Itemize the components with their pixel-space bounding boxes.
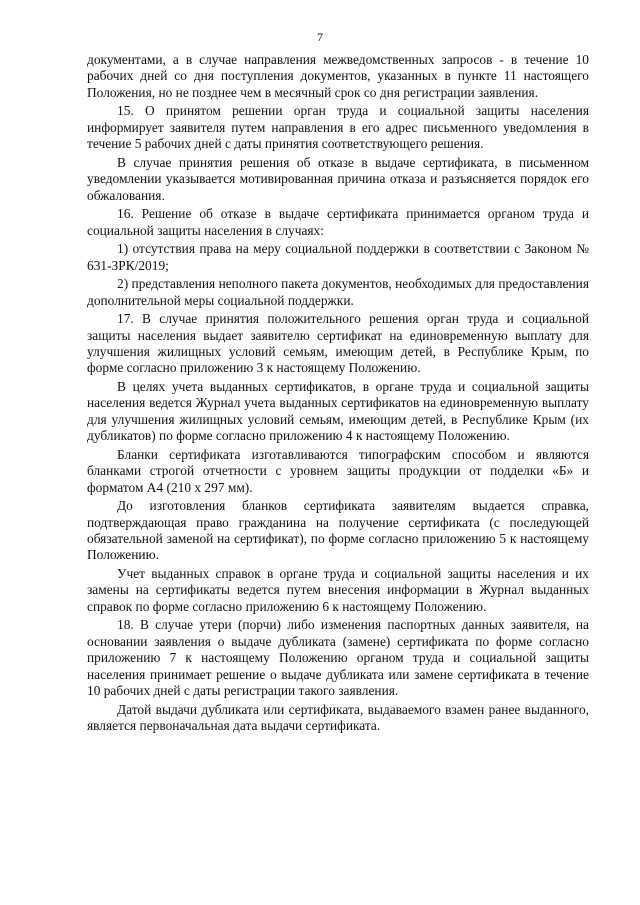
paragraph-certificate-register: Учет выданных справок в органе труда и социальной защиты населения и их замены на сертификаты ведется путем внесения информации в Журнал выданных справок по форме согласно приложению 6 к настоящему Положению. bbox=[87, 566, 589, 614]
paragraph-15: 15. О принятом решении орган труда и социальной защиты населения информирует заявителя путем направления в его адрес письменного уведомления в течение 5 рабочих дней с даты принятия соответствующего решения. bbox=[87, 103, 589, 152]
document-body bbox=[87, 52, 589, 735]
paragraph-interim-certificate: До изготовления бланков сертификата заявителям выдается справка, подтверждающая право гражданина на получение сертификата (с последующей обязательной заменой на сертификат), по форме согласно приложению 5 к настоящему Положению. bbox=[87, 498, 589, 563]
paragraph-16-item-1: 1) отсутствия права на меру социальной поддержки в соответствии с Законом № 631-ЗРК/2019; bbox=[87, 241, 589, 273]
paragraph-16-item-2: 2) представления неполного пакета документов, необходимых для предоставления дополнительной меры социальной поддержки. bbox=[87, 276, 589, 308]
paragraph-certificate-journal: В целях учета выданных сертификатов, в органе труда и социальной защиты населения ведется Журнал учета выданных сертификатов на единовременную выплату для улучшения жилищных условий семьям, имеющим детей, в Республике Крым (их дубликатов) по форме согласно приложению 4 к настоящему Положению. bbox=[87, 379, 589, 444]
paragraph-duplicate-date: Датой выдачи дубликата или сертификата, выдаваемого взамен ранее выданного, является первоначальная дата выдачи сертификата. bbox=[87, 701, 589, 734]
paragraph-refusal-notice: В случае принятия решения об отказе в выдаче сертификата, в письменном уведомлении указывается мотивированная причина отказа и разъясняется порядок его обжалования. bbox=[87, 154, 589, 203]
paragraph-16: 16. Решение об отказе в выдаче сертификата принимается органом труда и социальной защиты населения в случаях: bbox=[87, 206, 589, 238]
page-number: 7 bbox=[317, 30, 323, 44]
paragraph-certificate-blanks: Бланки сертификата изготавливаются типографским способом и являются бланками строгой отчетности с уровнем защиты продукции от подделки «Б» и форматом А4 (210 x 297 мм). bbox=[87, 446, 589, 495]
paragraph-17: 17. В случае принятия положительного решения орган труда и социальной защиты населения выдает заявителю сертификат на единовременную выплату для улучшения жилищных условий семьям, имеющим детей, в Республике Крым, по форме согласно приложению 3 к настоящему Положению. bbox=[87, 311, 589, 376]
paragraph-18: 18. В случае утери (порчи) либо изменения паспортных данных заявителя, на основании заявления о выдаче дубликата (замене) сертификата по форме согласно приложению 7 к настоящему Положению органом труда и социальной защиты населения принимает решение о выдаче дубликата или замене сертификата в течение 10 рабочих дней с даты регистрации такого заявления. bbox=[87, 617, 589, 699]
paragraph-continuation: документами, а в случае направления межведомственных запросов - в течение 10 рабочих дней со дня поступления документов, указанных в пункте 11 настоящего Положения, но не позднее чем в месячный срок со дня регистрации заявления. bbox=[87, 52, 589, 100]
